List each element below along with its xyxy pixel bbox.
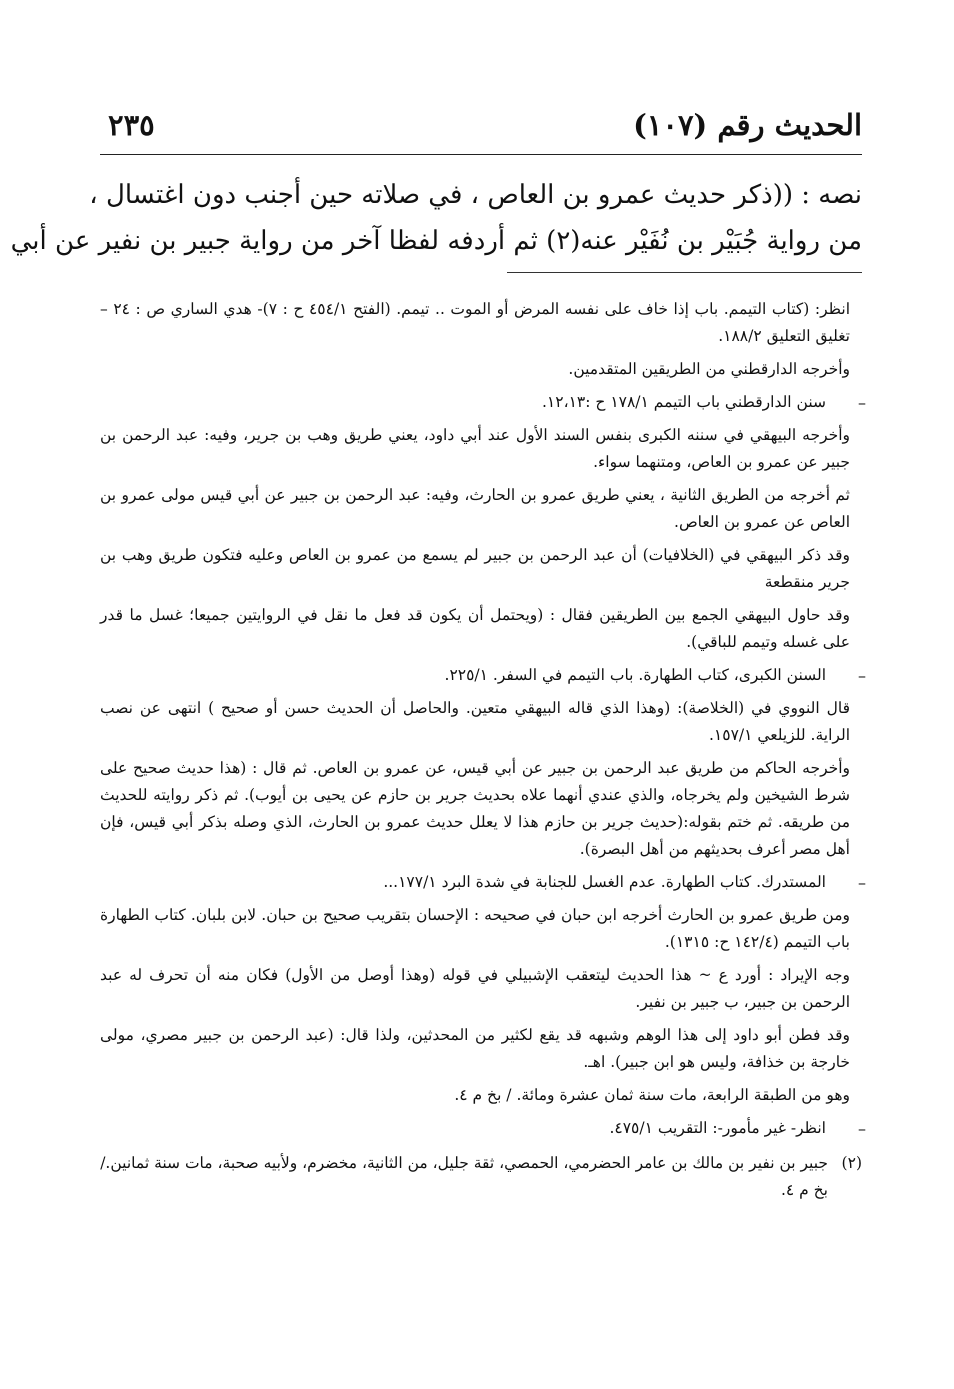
note-paragraph: ومن طريق عمرو بن الحارث أخرجه ابن حبان في صحيحه : الإحسان بتقريب صحيح بن حبان. لابن بلبان. كتاب الطهارة باب التيمم (١٤٢/٤ ح: ١٣١٥). (100, 906, 850, 951)
note-paragraph: وقد حاول البيهقي الجمع بين الطريقين فقال : (ويحتمل أن يكون قد فعل ما نقل في الروايتين جميعا؛ غسل ما قدر على غسله وتيمم للباقي). (100, 606, 850, 651)
note-paragraph: قال النووي في (الخلاصة): (وهذا الذي قاله البيهقي متعين. والحاصل أن الحديث حسن أو صحيح ) انتهى عن نصب الراية. للزيلعي ١٥٧/١. (100, 699, 850, 744)
note-paragraph: وقد فطن أبو داود إلى هذا الوهم وشبهه قد يقع لكثير من المحدثين، ولذا قال: (عبد الرحمن بن جبير مصري، مولى خارجة بن خذافة، وليس هو ابن جبير). اهـ. (100, 1026, 850, 1071)
notes-separator (507, 272, 862, 273)
reference-note: – انظر- غير مأمور-: التقريب ٤٧٥/١. (100, 1115, 862, 1142)
footnote-marker: (٢) (841, 1154, 862, 1172)
running-title: الحديث رقم (١٠٧) (633, 108, 862, 142)
page-number: ٢٣٥ (108, 108, 155, 142)
note-paragraph: وأخرجه الدارقطني من الطريقين المتقدمين. (568, 360, 850, 378)
note-paragraph: وجه الإيراد : أورد ع ~ هذا الحديث ليتعقب الإشبيلي في قوله (وهذا أوصل من الأول) فكان منه أن تحرف له عبد الرحمن بن جبير، ب جبير بن نفير. (100, 966, 850, 1011)
note-paragraph: وأخرجه الحاكم من طريق عبد الرحمن بن جبير عن أبي قيس، عن عمرو بن العاص. ثم قال : (هذا حديث صحيح على شرط الشيخين ولم يخرجاه، والذي عندي أنهما علاه بحديث جرير بن حازم عن يحيى بن أيوب). ثم ذكر روايته للحديث من طريقه. ثم ختم بقوله:(حديث جرير بن حازم هذا لا يعلل حديث عمرو بن الحارث، الذي وصله بذكر أبي قيس، فإن أهل مصر أعرف بحديثهم من أهل البصرة). (100, 759, 850, 858)
reference-note: – سنن الدارقطني باب التيمم ١٧٨/١ ح :١٢،١٣. (100, 389, 862, 416)
reference-note: – السنن الكبرى، كتاب الطهارة. باب التيمم في السفر. ٢٢٥/١. (100, 662, 862, 689)
note-paragraph: انظر: (كتاب التيمم. باب إذا خاف على نفسه المرض أو الموت .. تيمم. (الفتح ٤٥٤/١ ح : ٧)- هدي الساري ص : ٢٤ – تغليق التعليق ١٨٨/٢. (100, 300, 850, 345)
notes-section (100, 296, 862, 1204)
footnote-text: جبير بن نفير بن مالك بن عامر الحضرمي، الحمصي، ثقة جليل، من الثانية، مخضرم، ولأبيه صحبة، مات سنة ثمانين./ بخ م ٤. (100, 1154, 828, 1199)
main-text-line: نصه : ((ذكر حديث عمرو بن العاص ، في صلاته حين أجنب دون اغتسال ، (89, 180, 862, 210)
footnote (100, 1150, 862, 1204)
page-header (108, 92, 862, 142)
notes-list (100, 296, 862, 1142)
note-paragraph: ثم أخرجه من الطريق الثانية ، يعني طريق عمرو بن الحارث، وفيه: عبد الرحمن بن جبير عن أبي قيس مولى عمرو بن العاص عن عمرو بن العاص. (100, 486, 850, 531)
note-paragraph: وأخرجه البيهقي في سننه الكبرى بنفس السند الأول عند أبي داود، يعني طريق وهب بن جرير، وفيه: عبد الرحمن بن جبير عن عمرو بن العاص، ومتنهما سواء. (100, 426, 850, 471)
note-paragraph: وقد ذكر البيهقي في (الخلافيات) أن عبد الرحمن بن جبير لم يسمع من عمرو بن العاص وعليه فتكون طريق وهب بن جرير منقطعة (100, 546, 850, 591)
reference-note: – المستدرك. كتاب الطهارة. عدم الغسل للجنابة في شدة البرد ١٧٧/١... (100, 869, 862, 896)
header-rule (100, 154, 862, 155)
main-text (10, 172, 862, 264)
note-paragraph: وهو من الطبقة الرابعة، مات سنة ثمان عشرة ومائة. / بخ م ٤. (454, 1086, 850, 1104)
main-text-line: من رواية جُبَيْر بن نُفَيْر عنه(٢) ثم أردفه لفظا آخر من رواية جبير بن نفير عن أبي (10, 226, 862, 256)
